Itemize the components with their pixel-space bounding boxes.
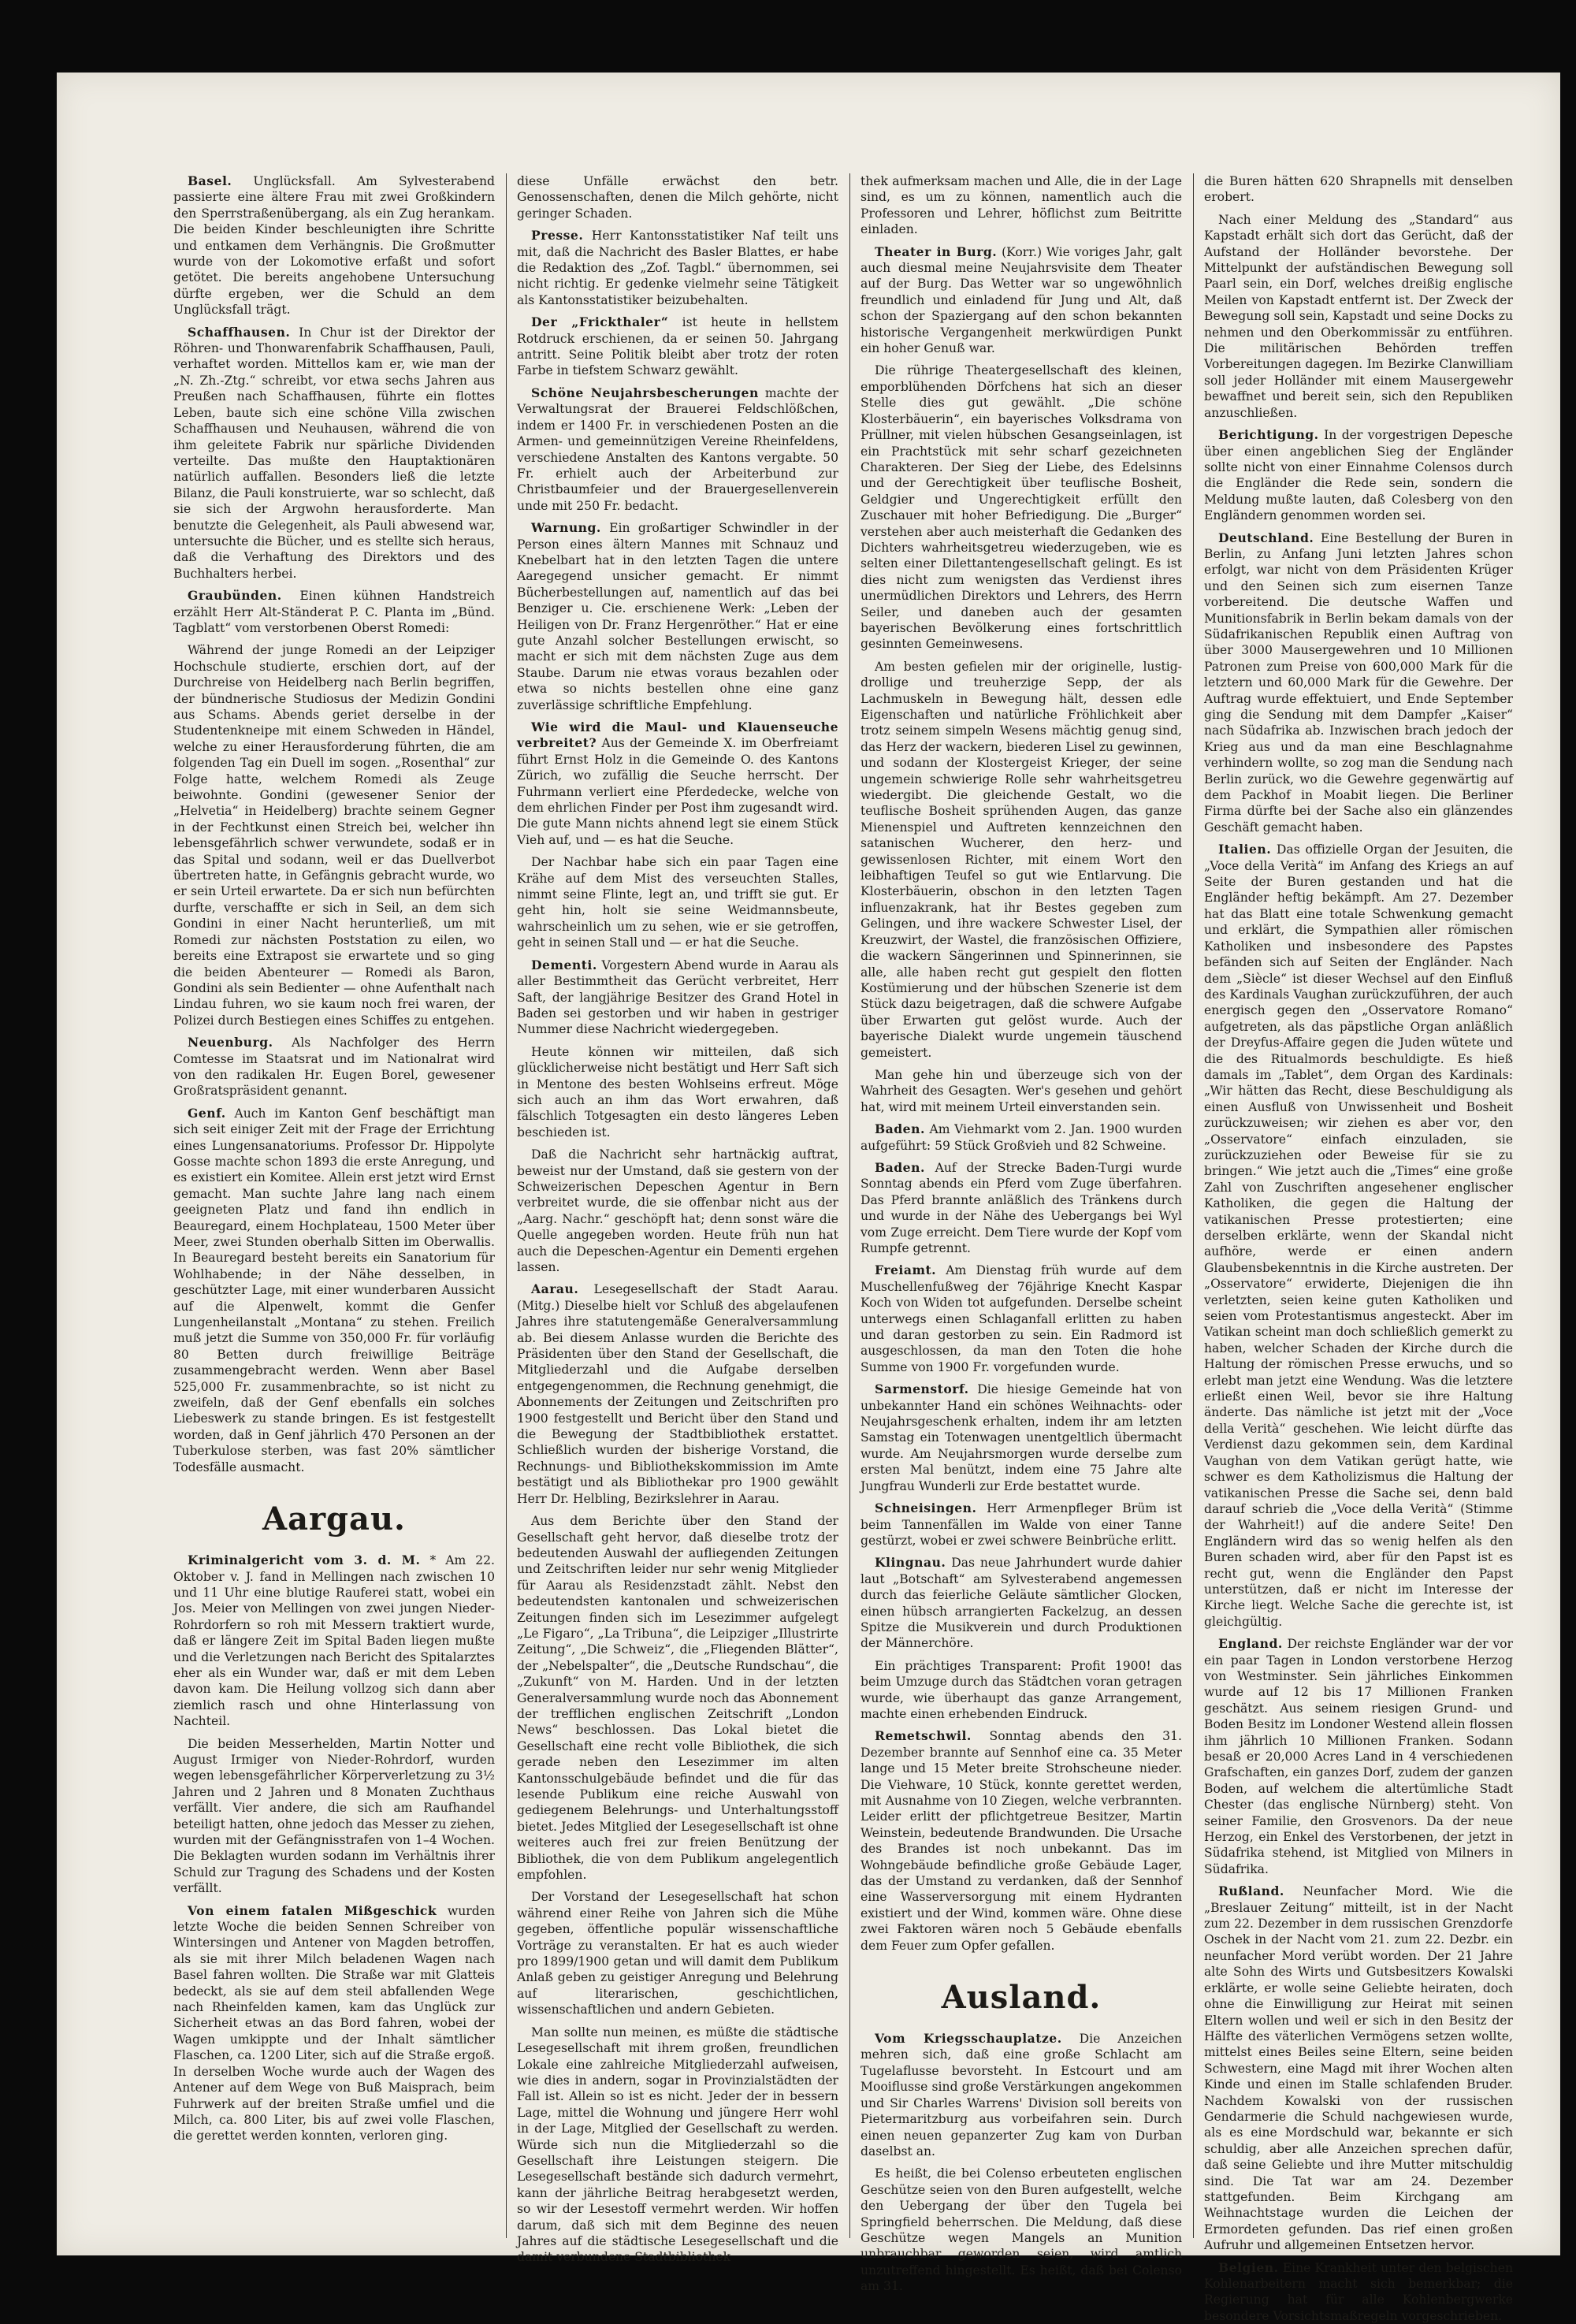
article-heading: Neuenburg. [188,1035,273,1050]
article-heading: Rußland. [1218,1883,1284,1899]
article-berichtigung [1204,427,1513,523]
article-heading: Berichtigung. [1218,427,1319,443]
article-heading: Sarmenstorf. [875,1381,969,1397]
paragraph: Aus dem Berichte über den Stand der Gesellschaft geht hervor, daß dieselbe trotz der bedeutenden Auswahl der aufliegenden Zeitungen und Zeitschriften leider nur sehr wenig Mitglieder für Aarau als Residenzstadt zählt. Nebst den bedeutendsten kantonalen und schweizerischen Zeitungen finden sich im Lesezimmer aufgelegt „Le Figaro“, „La Tribuna“, die Leipziger „Illustrirte Zeitung“, „Die Schweiz“, die „Fliegenden Blätter“, der „Nebelspalter“, die „Deutsche Rundschau“, die „Zukunft“ von M. Harden. Und in der letzten Generalversammlung wurde noch das Abonnement der trefflichen englischen Zeitschrift „London News“ beschlossen. Das Lokal bietet die Gesellschaft eine recht volle Bibliothek, die sich gerade neben den Lesezimmer im alten Kantonsschulgebäude befindet und die für das lesende Publikum eine reiche Auswahl von gediegenem Belehrungs- und Unterhaltungsstoff bietet. Jedes Mitglied der Lesegesellschaft ist ohne weiteres auch frei zur freien Benützung der Bibliothek, die von dem Publikum angelegentlich empfohlen. [517,1514,838,1883]
article-basel [173,173,495,318]
article-body: Als Nachfolger des Herrn Comtesse im Staatsrat und im Nationalrat wird von den radikalen Hr. Eugen Borel, gewesener Großratspräsident genannt. [173,1036,495,1099]
column-4 [1204,173,1513,2323]
column-area [173,173,1513,2323]
article-heading: Von einem fatalen Mißgeschick [188,1902,437,1918]
paragraph: Heute können wir mitteilen, daß sich glücklicherweise nicht bestätigt und Herr Saft sich in Mentone des besten Wohlseins erfreut. Möge sich auch an ihm das Wort erwahren, daß fälschlich Totgesagten ein desto längeres Leben beschieden ist. [517,1044,838,1140]
article-neujahrsbescherungen [517,385,838,514]
article-graubuenden [173,588,495,636]
article-heading: Warnung. [531,520,601,536]
article-heading: Vom Kriegsschauplatze. [875,2031,1062,2047]
article-heading: Graubünden. [188,588,282,604]
article-body: Die Anzeichen mehren sich, daß eine große Schlacht am Tugelaflusse bevorsteht. In Estcourt und am Mooiflusse sind große Verstärkungen angekommen und Sir Charles Warrens' Division soll bereits von Pietermaritzburg aus vorbeifahren sein. Durch einen neuen gepanzerter Zug kam von Durban daselbst an. [860,2032,1182,2159]
article-body: Auf der Strecke Baden-Turgi wurde Sonntag abends ein Pferd vom Zuge überfahren. Das Pferd brannte anläßlich des Tränkens durch und wurde in der Nähe des Uebergangs bei Wyl vom Zuge erreicht. Dem Tiere wurde der Kopf vom Rumpfe getrennt. [860,1160,1182,1255]
paragraph: Der Vorstand der Lesegesellschaft hat schon während einer Reihe von Jahren sich die Mühe gegeben, öffentliche populär wissenschaftliche Vorträge zu veranstalten. Er hat es auch wieder pro 1899/1900 getan und will damit dem Publikum Anlaß geben zu geistiger Anregung und Belehrung auf literarischen, geschichtlichen, wissenschaftlichen und andern Gebieten. [517,1890,838,2017]
article-heading: Baden. [875,1121,925,1137]
article-body: Unglücksfall. Am Sylvesterabend passierte eine ältere Frau mit zwei Großkindern den Sperrstraßenübergang, als ein Zug herankam. Die beiden Kinder beschleunigten ihre Schritte und entkamen dem Verhängnis. Die Großmutter wurde von der Lokomotive erfaßt und sofort getötet. Die bereits angehobene Untersuchung dürfte ergeben, wer die Schuld an dem Unglücksfall trägt. [173,174,495,318]
newspaper-page [57,73,1560,2323]
paragraph: Der Nachbar habe sich ein paar Tagen eine Krähe auf dem Mist des verseuchten Stalles, nimmt seine Flinte, legt an, und trifft sie gut. Er geht hin, holt sie seine Weidmannsbeute, wahrscheinlich um zu sehen, wie er sie getroffen, geht in seinen Stall und — er hat die Seuche. [517,855,838,950]
article-freiamt [860,1262,1182,1375]
article-dementi [517,957,838,1038]
article-heading: Dementi. [531,957,597,972]
column-rule [849,173,850,2238]
article-england [1204,1636,1513,1877]
article-body: Eine Krankheit unter den belgischen Kohlenarbeitern macht sich bemerkbar; die Regierung hat für alle Kohlenbergwerke besondere Vorsichtsmaßregeln vorgeschrieben. [1204,2260,1513,2323]
article-heading: Belgien. [1218,2259,1279,2275]
article-heading: Italien. [1218,842,1272,857]
article-heading: Kriminalgericht vom 3. d. M. [188,1552,421,1568]
article-heading: Theater in Burg. [875,244,998,259]
article-neuenburg [173,1035,495,1099]
article-body: Einen kühnen Handstreich erzählt Herr Alt-Ständerat P. C. Planta im „Bünd. Tagblatt“ vom verstorbenen Oberst Romedi: [173,589,495,635]
column-3 [860,173,1182,2294]
article-klingnau [860,1555,1182,1651]
article-heading: England. [1218,1636,1283,1652]
column-1 [173,173,495,2238]
paragraph: Man sollte nun meinen, es müßte die städtische Lesegesellschaft mit ihrem großen, freundlichen Lokale eine zahlreiche Mitgliederzahl aufweisen, wie dies in andern, sogar in Provinzialstädten der Fall ist. Allein so ist es nicht. Jeder der in bessern Lage, mittel die Wohnung und jüngere Herr wohl in der Lage, Mitglied der Gesellschaft zu werden. Würde sich nun die Mitgliederzahl so die Gesellschaft ihre Leistungen steigern. Die Lesegesellschaft bestände sich dadurch vermehrt, kann der jährliche Beitrag herabgesetzt werden, so wir der Lesestoff vermehrt werden. Wir hoffen darum, daß sich mit dem Beginne des neuen Jahres auf die städtische Lesegesellschaft und die damit verbundene Stadtbibliothek [517,2025,838,2265]
article-russland [1204,1883,1513,2253]
article-schneisingen [860,1500,1182,1549]
article-baden-pferd [860,1160,1182,1256]
article-kriegsschauplatz [860,2031,1182,2159]
paragraph: Die beiden Messerhelden, Martin Notter und August Irmiger von Nieder-Rohrdorf, wurden wegen lebensgefährlicher Körperverletzung zu 3½ Jahren und 2 Jahren und 8 Monaten Zuchthaus verfällt. Vier andere, die sich am Raufhandel beteiligt hatten, ohne jedoch das Messer zu ziehen, wurden mit der Gefängnisstrafen von 1–4 Wochen. Die Beklagten wurden sodann im Verhältnis ihrer Schuld zur Tragung des Schadens und der Kosten verfällt. [173,1736,495,1896]
article-body: Am Dienstag früh wurde auf dem Muschellenfußweg der 76jährige Knecht Kaspar Koch von Widen tot aufgefunden. Derselbe scheint unterwegs einen Schlaganfall erlitten zu haben und daran gestorben zu sein. Ein Radmord ist ausgeschlossen, da man den Toten die hohe Summe von 1900 Fr. vorgefunden wurde. [860,1263,1182,1374]
paragraph: Man gehe hin und überzeuge sich von der Wahrheit des Gesagten. Wer's gesehen und gehört hat, wird mit meinem Urteil einverstanden sein. [860,1067,1182,1114]
article-body: Aus der Gemeinde X. im Oberfreiamt führt Ernst Holz in die Gemeinde O. des Kantons Zürich, wo zufällig die Seuche herrscht. Der Fuhrmann verliert eine Pferdedecke, welche von dem ehrlichen Finder per Post ihm zugesandt wird. Die gute Mann nichts ahnend legt sie einem Stück Vieh auf, und — es hat die Seuche. [517,736,838,847]
article-heading: Basel. [188,173,232,188]
article-heading: Schneisingen. [875,1500,977,1516]
paragraph: Ein prächtiges Transparent: Profit 1900! das beim Umzuge durch das Städtchen voran getragen wurde, wie überhaupt das ganze Arrangement, machte einen erhebenden Eindruck. [860,1658,1182,1721]
paragraph: Es heißt, die bei Colenso erbeuteten englischen Geschütze seien von den Buren aufgestellt, welche den Uebergang der über den Tugela bei Springfield beherrschen. Die Meldung, daß diese Geschütze wegen Mangels an Munition unbrauchbar geworden seien, wird amtlich unzutreffend hingestellt. Es heißt, daß bei Colenso am 31. [860,2166,1182,2294]
article-warnung [517,520,838,713]
article-genf [173,1106,495,1475]
article-baden-viehmarkt [860,1121,1182,1154]
article-body: In Chur ist der Direktor der Röhren- und Thonwarenfabrik Schaffhausen, Pauli, verhaftet worden. Mittellos kam er, wie man der „N. Zh.-Ztg.“ schreibt, vor etwa sechs Jahren aus Preußen nach Schaffhausen, führte ein flottes Leben, baute sich eine schöne Villa zwischen Schaffhausen und Neuhausen, während die von ihm geleitete Fabrik nur spärliche Dividenden verteilte. Das mußte den Hauptaktionären natürlich auffallen. Besonders ließ die letzte Bilanz, die Pauli konstruierte, war so schlecht, daß sie sich der Argwohn herausforderte. Man benutzte die Gelegenheit, als Pauli abwesend war, untersuchte die Bücher, und es stellte sich heraus, daß die Verhaftung des Direktors und des Buchhalters herbei. [173,325,495,581]
article-missgeschick [173,1903,495,2144]
article-heading: Presse. [531,228,584,244]
paragraph: diese Unfälle erwächst den betr. Genossenschaften, denen die Milch gehörte, nicht geringer Schaden. [517,174,838,221]
article-body: Ein großartiger Schwindler in der Person eines ältern Mannes mit Schnauz und Knebelbart hat in den letzten Tagen die untere Aaregegend unsicher gemacht. Er nimmt Bücherbestellungen auf, namentlich auf das bei Benziger u. Cie. erschienene Werk: „Leben der Heiligen von Dr. Franz Hergenröther.“ Hat er eine gute Anzahl solcher Bestellungen erwischt, so macht er sich mit dem nächsten Zuge aus dem Staube. Darum nie etwas voraus bezahlen oder etwa so nichts bestellen ohne eine ganz zuverlässige schriftliche Empfehlung. [517,521,838,712]
article-heading: Remetschwil. [875,1728,972,1744]
paragraph: Nach einer Meldung des „Standard“ aus Kapstadt erhält sich dort das Gerücht, daß der Aufstand der Holländer bevorstehe. Der Mittelpunkt der aufständischen Bewegung soll Paarl sein, ein Dorf, welches dreißig englische Meilen von Kapstadt entfernt ist. Der Zweck der Bewegung soll sein, Kapstadt und seine Docks zu nehmen und den Oberkommissär zu entführen. Die militärischen Behörden treffen Vorbereitungen dagegen. Im Bezirke Clanwilliam soll jeder Holländer mit einem Mausergewehr bewaffnet und bereit sein, sich den Republiken anzuschließen. [1204,212,1513,420]
article-schaffhausen [173,325,495,582]
section-heading-aargau: Aargau. [262,1500,406,1538]
article-heading: Klingnau. [875,1555,946,1571]
article-body: * Am 22. Oktober v. J. fand in Mellingen nach zwischen 10 und 11 Uhr eine blutige Rauferei statt, wobei ein Jos. Meier von Mellingen von zwei jungen Nieder-Rohrdorfern so roh mit Messern traktiert wurde, daß er längere Zeit im Spital Baden liegen mußte und die Verletzungen nach Bericht des Spitalarztes eher als ein Wunder war, daß er mit dem Leben davon kam. Die Heilung vollzog sich dann aber ziemlich rasch und ohne Hinterlassung von Nachteil. [173,1553,495,1729]
article-body: wurden letzte Woche die beiden Sennen Schreiber von Wintersingen und Antener von Magden betroffen, als sie mit ihrer Milch beladenen Wagen nach Basel fahren wollten. Die Straße war mit Glatteis bedeckt, als sie auf dem steil abfallenden Wege nach Rheinfelden kamen, kam das Unglück zur Sicherheit etwas an das Bord fahren, wobei der Wagen umkippte und der Inhalt sämtlicher Flaschen, ca. 1200 Liter, sich auf die Straße ergoß. In derselben Woche wurde auch der Wagen des Antener auf dem Wege von Buß Maisprach, beim Fuhrwerk auf der breiten Straße umfiel und die Milch, ca. 800 Liter, bis auf zwei volle Flaschen, die gerettet werden konnten, verloren ging. [173,1903,495,2144]
article-heading: Baden. [875,1159,925,1175]
article-italien [1204,842,1513,1630]
article-body: In der vorgestrigen Depesche über einen angeblichen Sieg der Engländer sollte nicht von einer Einnahme Colensos durch die Engländer die Rede sein, sondern die Meldung mußte lauten, daß Colesberg von den Engländern genommen worden sei. [1204,428,1513,523]
article-body: Am Viehmarkt vom 2. Jan. 1900 wurden aufgeführt: 59 Stück Großvieh und 82 Schweine. [860,1122,1182,1153]
paragraph: Am besten gefielen mir der originelle, lustig-drollige und treuherzige Sepp, der als Lachmuskeln in Bewegung hält, dessen edle Eigenschaften und natürliche Fröhlichkeit aber trotz seinem simpeln Wesens mächtig genug sind, das Herz der wackern, biederen Lisel zu gewinnen, und sodann der Klostergeist Krieger, der seine ungemein schwierige Rolle sehr wahrheitsgetreu wiedergibt. Die gleichende Gestalt, wo die teuflische Bosheit sprühenden Augen, das ganze Mienenspiel und Auftreten kennzeichnen den satanischen Wucherer, den herz- und gewissenlosen Richter, mit einem Wort den leibhaftigen Teufel so gut wie Entlarvung. Die Klosterbäuerin, obschon in den letzten Tagen influenzakrank, hat ihr Bestes gegeben zum Gelingen, und ihre wackere Schwester Lisel, der Kreuzwirt, der Wastel, die französischen Offiziere, die wackern Sängerinnen und Spinnerinnen, sie alle, alle haben recht gut gespielt den flotten Kostümierung und der hübschen Szenerie ist dem Stück dazu beigetragen, daß die schwere Aufgabe über Erwarten gut gelöst wurde. Auch der bayerische Dialekt wurde ungemein täuschend gemeistert. [860,659,1182,1060]
article-klauenseuche [517,720,838,848]
article-body: Das neue Jahrhundert wurde dahier laut „Botschaft“ am Sylvesterabend angemessen durch das feierliche Geläute sämtlicher Glocken, einen hübsch arrangierten Fackelzug, an dessen Spitze die Musikverein und durch Produktionen der Männerchöre. [860,1556,1182,1651]
article-sarmenstorf [860,1381,1182,1494]
article-body: Vorgestern Abend wurde in Aarau als aller Bestimmtheit das Gerücht verbreitet, Herr Saft, der langjährige Besitzer des Grand Hotel in Baden sei gestorben und wir haben in gestriger Nummer diese Nachricht wiedergegeben. [517,957,838,1037]
article-body: ist heute in hellstem Rotdruck erschienen, da er seinen 50. Jahrgang antritt. Seine Politik bleibt aber trotz der roten Farbe in tiefstem Schwarz gewählt. [517,315,838,378]
article-heading: Aarau. [531,1281,579,1297]
article-heading: Schaffhausen. [188,324,291,340]
article-heading: Deutschland. [1218,530,1314,545]
article-kriminalgericht [173,1552,495,1729]
article-body: Lesegesellschaft der Stadt Aarau. (Mitg.) Dieselbe hielt vor Schluß des abgelaufenen Jahres ihre statutengemäße Generalversammlung ab. Bei diesem Anlasse wurden die Berichte des Präsidenten über den Stand der Gesellschaft, die Mitgliederzahl und die Aufgabe derselben entgegengenommen, die Rechnung genehmigt, die Abonnements der Zeitungen und Zeitschriften pro 1900 festgestellt und Bericht über den Stand und die Bewegung der Stadtbibliothek erstattet. Schließlich wurden der bisherige Vorstand, die Rechnungs- und Bibliothekskommission im Amte bestätigt und als Bibliothekar pro 1900 gewählt Herr Dr. Helbling, Bezirkslehrer in Aarau. [517,1282,838,1506]
paragraph: Daß die Nachricht sehr hartnäckig auftrat, beweist nur der Umstand, daß sie gestern von der Schweizerischen Depeschen Agentur in Bern verbreitet wurde, die sie offenbar nicht aus der „Aarg. Nachr.“ geschöpft hat; denn sonst wäre die Quelle angegeben worden. Heute früh nun hat auch die Depeschen-Agentur ein Dementi ergehen lassen. [517,1147,838,1274]
column-2 [517,173,838,2265]
article-body: Herr Armenpfleger Brüm ist beim Tannenfällen im Walde von einer Tanne gestürzt, wobei er zwei schwere Beinbrüche erlitt. [860,1501,1182,1548]
column-rule [506,173,507,2238]
article-heading: Der „Frickthaler“ [531,314,669,330]
article-body: Auch im Kanton Genf beschäftigt man sich seit einiger Zeit mit der Frage der Errichtung eines Lungensanatoriums. Professor Dr. Hippolyte Gosse machte schon 1893 die erste Anregung, und es existiert ein Komitee. Allein erst jetzt wird Ernst gemacht. Man suchte Jahre lang nach einem geeigneten Platz und fand ihn endlich in Beauregard, einem Hochplateau, 1500 Meter über Meer, zwei Stunden oberhalb Sitten im Oberwallis. In Beauregard besteht bereits ein Sanatorium für Wohlhabende; in der Nähe desselben, in geschützter Lage, mit einer wunderbaren Aussicht auf die Alpenwelt, kommt die Genfer Lungenheilanstalt „Montana“ zu stehen. Freilich muß jetzt die Summe von 350,000 Fr. für vorläufig 80 Betten durch freiwillige Beiträge zusammengebracht werden. Wenn aber Basel 525,000 Fr. zusammenbrachte, so ist nicht zu zweifeln, daß der Genf ebenfalls ein solches Liebeswerk zu stande bringen. Es ist festgestellt worden, daß in Genf jährlich 470 Personen an der Tuberkulose sterben, was fast 20% sämtlicher Todesfälle ausmacht. [173,1106,495,1474]
article-remetschwil [860,1728,1182,1954]
article-heading: Freiamt. [875,1262,937,1278]
article-body: Die hiesige Gemeinde hat von unbekannter Hand ein schönes Weihnachts- oder Neujahrsgeschenk erhalten, indem ihr am letzten Samstag ein Totenwagen unentgeltlich übermacht wurde. Am Neujahrsmorgen wurde derselbe zum ersten Mal benützt, indem eine 75 Jahre alte Jungfrau Wunderli zur Erde bestattet wurde. [860,1382,1182,1493]
column-rule [1193,173,1194,2238]
article-body: Neunfacher Mord. Wie die „Breslauer Zeitung“ mitteilt, ist in der Nacht zum 22. Dezember in dem russischen Grenzdorfe Oschek in der Nacht vom 21. zum 22. Dezbr. ein neunfacher Mord verübt worden. Der 21 Jahre alte Sohn des Wirts und Gutsbesitzers Kowalski erklärte, er wolle seine Geliebte heiraten, doch ohne die Einwilligung zur Heirat mit seinen Eltern wollen und weil er sich in den Besitz der Hälfte des väterlichen Vermögens setzen wollte, mittelst eines Beiles seine Eltern, seine beiden Schwestern, eine Magd mit ihrer Wochen alten Kinde und einen im Stalle schlafenden Bruder. Nachdem Kowalski von der russischen Gendarmerie die Schuld nachgewiesen wurde, als es eine Mordschuld war, bekannte er sich schuldig, aber alle Anzeichen sprechen dafür, daß seine Geliebte und ihre Mutter mitschuldig sind. Die Tat war am 24. Dezember stattgefunden. Beim Kirchgang am Weihnachtstage wurden die Leichen der Ermordeten gefunden. Das rief einen großen Aufruhr und allgemeinen Entsetzen hervor. [1204,1884,1513,2253]
article-heading: Genf. [188,1105,226,1121]
article-aarau [517,1281,838,1507]
article-body: Der reichste Engländer war der vor ein paar Tagen in London verstorbene Herzog von Westminster. Sein jährliches Einkommen wurde auf 12 bis 17 Millionen Franken geschätzt. Aus seinem riesigen Grund- und Boden Besitz im Londoner Westend allein flossen ihm jährlich 10 Millionen Franken. Sodann besaß er 20,000 Acres Land in 4 verschiedenen Grafschaften, ein ganzes Dorf, zudem der ganzen Boden, auf welchem die altertümliche Stadt Chester (das englische Nürnberg) steht. Von seiner Familie, den Grosvenors. Da der neue Herzog, ein Enkel des Verstorbenen, der jetzt in Südafrika stehend, ist Mitglied von Milners in Südafrika. [1204,1637,1513,1876]
article-body: (Korr.) Wie voriges Jahr, galt auch diesmal meine Neujahrsvisite dem Theater auf der Burg. Das Wetter war so ungewöhnlich freundlich und einladend für Jung und Alt, daß schon der Spaziergang auf den schon bekannten historische Vergangenheit merkwürdigen Punkt ein hoher Genuß war. [860,244,1182,356]
article-body: Sonntag abends den 31. Dezember brannte auf Sennhof eine ca. 35 Meter lange und 15 Meter breite Strohscheune nieder. Die Viehware, 10 Stück, konnte gerettet werden, mit Ausnahme von 10 Ziegen, welche verbrannten. Leider erlitt der pflichtgetreue Besitzer, Martin Weinstein, bedeutende Brandwunden. Die Ursache des Brandes ist noch unbekannt. Das im Wohngebäude befindliche große Gebäude Lager, das der Umstand zu verdanken, daß der Sennhof eine Wasserversorgung mit einem Hydranten existiert und der Wind, kommen wäre. Ohne diese zwei Faktoren wären noch 5 Gebäude ebenfalls dem Feuer zum Opfer gefallen. [860,1729,1182,1953]
article-body: machte der Verwaltungsrat der Brauerei Feldschlößchen, indem er 1400 Fr. in verschiedenen Posten an die Armen- und gemeinnützigen Vereine Rheinfeldens, verschiedene Anstalten des Kantons vergabte. 50 Fr. erhielt auch der Arbeiterbund zur Christbaumfeier und der Brauergesellenverein unde mit 250 Fr. bedacht. [517,385,838,513]
article-deutschland [1204,530,1513,836]
article-heading: Wie wird die Maul- und Klauenseuche verbreitet? [517,720,838,751]
paragraph: die Buren hätten 620 Shrapnells mit denselben erobert. [1204,174,1513,205]
section-heading-ausland: Ausland. [941,1979,1102,2017]
paragraph: Die rührige Theatergesellschaft des kleinen, emporblühenden Dörfchens hat sich an dieser Stelle dies gut gewählt. „Die schöne Klosterbäuerin“, ein bayerisches Volksdrama von Prüllner, mit vielen hübschen Gesangseinlagen, ist ein Prachtstück mit sehr scharf gezeichneten Charakteren. Der Sieg der Liebe, des Edelsinns und der Gerechtigkeit über teuflische Bosheit, Geldgier und Ungerechtigkeit erfüllt den Zuschauer mit hoher Befriedigung. Die „Burger“ verstehen aber auch meisterhaft die Gedanken des Dichters wahrheitsgetreu wiederzugeben, wie es selten einer Dilettantengesellschaft gelingt. Es ist dies nicht zum wenigsten das Verdienst ihres unermüdlichen Direktors und Lehrers, des Herrn Seiler, und daneben auch der gesamten bayerischen Bevölkerung eines fortschrittlich gesinnten Gemeinwesens. [860,363,1182,652]
article-theater [860,244,1182,357]
article-body: Eine Bestellung der Buren in Berlin, zu Anfang Juni letzten Jahres schon erfolgt, war nicht von dem Präsidenten Krüger und den Seinen sich zum eisernen Tanze vorbereitend. Die deutsche Waffen und Munitionsfabrik in Berlin bekam damals von der Südafrikanischen Republik einen Auftrag von über 3000 Mausergewehren und 10 Millionen Patronen zum Preise von 600,000 Mark für die letztern und 60,000 Mark für die Gewehre. Der Auftrag wurde effektuiert, und Ende September ging die Sendung mit dem Dampfer „Kaiser“ nach Südafrika ab. Inzwischen brach jedoch der Krieg aus und da man eine Beschlagnahme verhindern wollte, so zog man die Sendung nach Berlin zurück, wo die Gewehre gegenwärtig auf dem Packhof in Moabit liegen. Die Berliner Firma dürfte bei der Sache also ein glänzendes Geschäft gemacht haben. [1204,530,1513,835]
article-belgien [1204,2260,1513,2324]
article-frickthaler [517,314,838,379]
article-heading: Schöne Neujahrsbescherungen [531,385,759,400]
article-body: Herr Kantonsstatistiker Naf teilt uns mit, daß die Nachricht des Basler Blattes, er habe die Redaktion des „Zof. Tagbl.“ übernommen, sei nicht richtig. Er gedenke vielmehr seine Tätigkeit als Kantonsstatistiker beizubehalten. [517,229,838,307]
paragraph: Während der junge Romedi an der Leipziger Hochschule studierte, erschien dort, auf der Durchreise von Heidelberg nach Berlin begriffen, der bündnerische Studiosus der Medizin Gondini aus Schams. Abends geriet derselbe in der Studentenkneipe mit einem Schweden in Händel, welche zu einer Herausforderung führten, die am folgenden Tag ein Duell im sogen. „Rosenthal“ zur Folge hatte, welchem Romedi als Zeuge beiwohnte. Gondini (gewesener Senior der „Helvetia“ in Heidelberg) brachte seinem Gegner in der Fechtkunst einen Streich bei, welcher ihn lebensgefährlich schwer verwundete, sodaß er in das Spital und sodann, weil er das Duellverbot übertreten hatte, in Gefängnis gebracht wurde, wo er sein Urteil erwartete. Da er sich nun befürchten durfte, verschaffte er sich in Seil, an dem sich Gondini in einer Nacht herunterließ, um mit Romedi zur nächsten Poststation zu eilen, wo bereits eine Extrapost sie erwartete und so ging die beiden Abenteurer — Romedi als Baron, Gondini als sein Bedienter — ohne Aufenthalt nach Lindau fuhren, wo sie kaum noch frei waren, der Polizei durch Bestiegen eines Schiffes zu entgehen. [173,643,495,1028]
article-body: Das offizielle Organ der Jesuiten, die „Voce della Verità“ im Anfang des Kriegs an auf Seite der Buren gestanden und hat die Engländer heftig bekämpft. Am 27. Dezember hat das Blatt eine totale Schwenkung gemacht und erklärt, die Sympathien aller römischen Katholiken und insbesondere des Papstes befänden sich auf Seiten der Engländer. Nach dem „Siècle“ ist dieser Wechsel auf den Einfluß des Kardinals Vaughan zurückzuführen, der auch energisch gegen den „Osservatore Romano“ aufgetreten, als das päpstliche Organ anläßlich der Dreyfus-Affaire gegen die Juden wütete und die des Ritualmords beschuldigte. Es hieß damals im „Tablet“, dem Organ des Kardinals: „Wir hätten das Recht, diese Beschuldigung als einen Ausfluß von Unwissenheit und Bosheit zurückzuweisen; wir ziehen es aber vor, den „Osservatore“ einfach einzuladen, sie zurückzuziehen oder Beweise für sie zu bringen.“ Wie jetzt auch die „Times“ eine große Zahl von Zuschriften angesehener englischer Katholiken, die gegen die Haltung der vatikanischen Presse protestierten; eine derselben erklärte, wenn der Skandal nicht aufhöre, werde er einen andern Glaubensbekenntnis in die Kirche austreten. Der „Osservatore“ erwiderte, Diejenigen die ihn verletzten, seien keine guten Katholiken und seien vom Protestantismus angesteckt. Aber im Vatikan scheint man doch schließlich gemerkt zu haben, welcher Schaden der Kirche durch die Haltung der römischen Presse erwuchs, und so erlebt man jetzt eine Wendung. Was die letztere erließt einen Weil, bevor sie ihre Haltung änderte. Das nämliche ist jetzt mit der „Voce della Verità“ geschehen. Wie leicht dürfte das Verdienst dazu gekommen sein, dem Kardinal Vaughan von dem Vatikan gerügt hatte, wie schwer es dem Katholizismus die Haltung der vatikanischen Presse die Sache sei, denn bald darauf schrieb die „Voce della Verità“ (Stimme der Wahrheit!) auf die andere Seite! Den Engländern wird das so wenig helfen als den Buren schaden wird, aber für den Papst ist es recht gut, wenn die Engländer den Papst unterstützen, daß er nicht im Interesse der Kirche liegt. Welche Sache die gerechte ist, ist gleichgültig. [1204,842,1513,1629]
article-presse [517,228,838,308]
paragraph: thek aufmerksam machen und Alle, die in der Lage sind, es um zu können, namentlich auch die Professoren und Lehrer, höflichst zum Beitritte einladen. [860,174,1182,237]
